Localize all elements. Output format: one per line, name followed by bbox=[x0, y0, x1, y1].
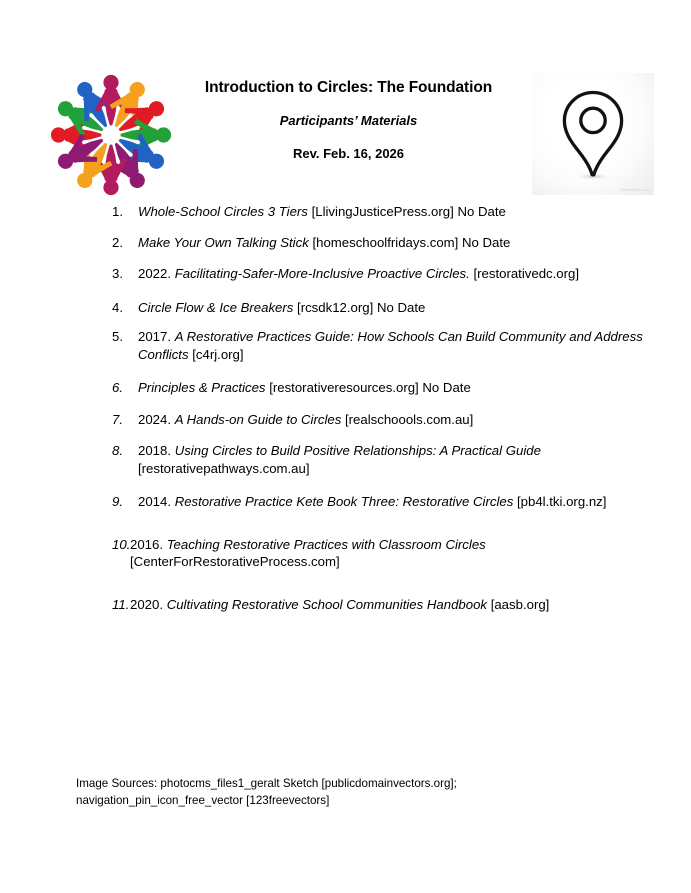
list-item-text bbox=[130, 597, 549, 612]
title-block bbox=[176, 78, 521, 162]
reference-source: [realschoools.com.au] bbox=[345, 411, 474, 427]
reference-list bbox=[0, 203, 691, 613]
list-item-number: 11. bbox=[112, 596, 130, 612]
reference-source: [c4rj.org] bbox=[192, 346, 244, 362]
reference-date: No Date bbox=[457, 204, 506, 219]
reference-source: [restorativeresources.org] bbox=[269, 380, 419, 395]
image-sources-line-2: navigation_pin_icon_free_vector [123freevectors] bbox=[76, 794, 330, 807]
reference-source: [pb4l.tki.org.nz] bbox=[516, 494, 607, 509]
list-item bbox=[0, 203, 691, 221]
list-item-text bbox=[130, 537, 486, 570]
reference-source: [rcsdk12.org] bbox=[297, 299, 374, 315]
list-item bbox=[0, 596, 691, 614]
reference-source: [restorativepathways.com.au] bbox=[138, 460, 310, 476]
image-sources-line-1: Image Sources: photocms_files1_geralt Sketch [publicdomainvectors.org]; bbox=[76, 777, 457, 790]
list-item bbox=[0, 299, 691, 317]
pin-image-credit: 123freevectors.com bbox=[619, 188, 649, 192]
reference-title: Principles & Practices bbox=[138, 380, 266, 395]
list-item-text bbox=[138, 412, 473, 427]
reference-source: [restorativedc.org] bbox=[473, 266, 580, 281]
document-subtitle: Participants’ Materials bbox=[279, 113, 418, 129]
list-item-text bbox=[138, 329, 643, 362]
reference-year: 2014. bbox=[138, 494, 172, 509]
reference-year: 2022. bbox=[138, 266, 172, 281]
list-item-text bbox=[138, 204, 506, 219]
list-item-text bbox=[138, 235, 510, 250]
list-item-number: 9. bbox=[112, 494, 123, 509]
reference-date: No Date bbox=[376, 299, 426, 315]
reference-title: Circle Flow & Ice Breakers bbox=[138, 299, 294, 315]
reference-source: [aasb.org] bbox=[490, 596, 550, 612]
reference-date: No Date bbox=[422, 380, 471, 395]
reference-date: No Date bbox=[462, 234, 511, 250]
list-item-number: 7. bbox=[112, 411, 123, 427]
reference-year: 2018. bbox=[138, 443, 172, 458]
reference-title: A Restorative Practices Guide: How Schools Can Build Community and Address Conflicts bbox=[138, 329, 643, 362]
list-item-number: 10. bbox=[112, 536, 131, 552]
reference-year: 2017. bbox=[138, 329, 172, 344]
list-item bbox=[0, 328, 691, 363]
reference-source: [homeschoolfridays.com] bbox=[312, 234, 459, 250]
reference-title: A Hands-on Guide to Circles bbox=[174, 411, 342, 427]
reference-title: Whole-School Circles 3 Tiers bbox=[138, 204, 308, 219]
list-item bbox=[0, 265, 691, 283]
reference-title: Teaching Restorative Practices with Classroom Circles bbox=[166, 536, 486, 552]
reference-source: [LlivingJusticePress.org] bbox=[311, 204, 454, 219]
reference-title: Cultivating Restorative School Communities Handbook bbox=[166, 596, 488, 612]
reference-title: Using Circles to Build Positive Relationships: A Practical Guide bbox=[174, 443, 541, 458]
people-circle-logo-icon bbox=[48, 72, 174, 198]
list-item-text bbox=[138, 300, 425, 315]
list-item-text bbox=[138, 266, 579, 281]
list-item-number: 6. bbox=[112, 380, 123, 395]
list-item-number: 4. bbox=[112, 299, 123, 315]
list-item-text bbox=[138, 443, 541, 476]
list-item-text bbox=[138, 494, 606, 509]
document-header bbox=[0, 0, 691, 192]
list-item-number: 3. bbox=[112, 266, 123, 281]
reference-title: Facilitating-Safer-More-Inclusive Proactive Circles. bbox=[174, 266, 470, 281]
list-item-number: 1. bbox=[112, 204, 123, 219]
navigation-pin-icon bbox=[532, 73, 654, 195]
image-sources-footer bbox=[76, 775, 616, 809]
list-item-number: 2. bbox=[112, 234, 123, 250]
reference-title: Make Your Own Talking Stick bbox=[138, 234, 309, 250]
list-item bbox=[0, 442, 691, 477]
document-title: Introduction to Circles: The Foundation bbox=[204, 79, 493, 96]
list-item bbox=[0, 234, 691, 252]
reference-year: 2020. bbox=[130, 596, 164, 612]
document-revision-date: Rev. Feb. 16, 2026 bbox=[292, 145, 405, 161]
reference-title: Restorative Practice Kete Book Three: Restorative Circles bbox=[174, 494, 514, 509]
reference-source: [CenterForRestorativeProcess.com] bbox=[130, 554, 340, 569]
list-item-number: 5. bbox=[112, 329, 123, 344]
list-item bbox=[0, 493, 691, 511]
list-item bbox=[0, 536, 691, 571]
list-item bbox=[0, 411, 691, 429]
list-item bbox=[0, 379, 691, 397]
list-item-text bbox=[138, 380, 471, 395]
reference-year: 2024. bbox=[138, 411, 172, 427]
list-item-number: 8. bbox=[112, 443, 123, 458]
reference-year: 2016. bbox=[130, 536, 164, 552]
